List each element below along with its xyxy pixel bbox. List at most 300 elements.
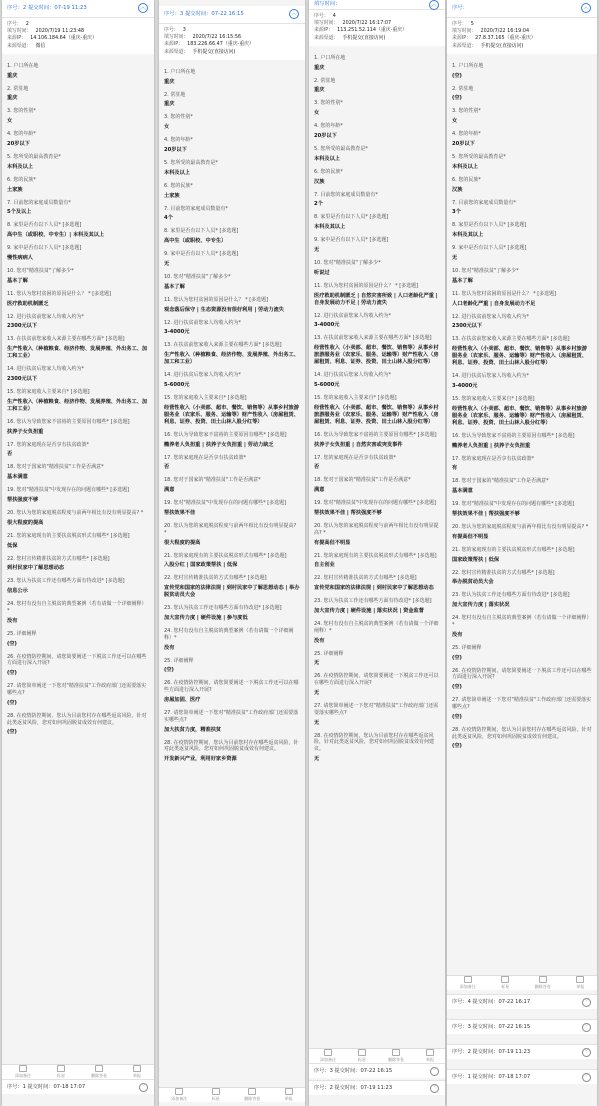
question-label: 4. 您的年龄* [7,131,36,138]
response-header[interactable] [309,0,445,10]
answer-value: 无 [314,755,320,762]
answer-value: 2个 [314,201,323,208]
question-label: 11. 您认为您村贫困的原因是什么？ * [多选题] [314,282,419,289]
action-star[interactable] [57,1065,65,1079]
question-label: 23. 您认为扶贫工作还有哪些方面有待改进* [多选题] [164,605,282,612]
question-label: 28. 在疫情防控期间，您认为目前您村存在哪些返贫风险，针对此类返贫风险，您对如何巩固脱贫成效有何建议。 [452,726,592,740]
answer-value: 宣传党和国家的法律法规 | 到村民家中了解思想动态 | 举办脱贫动员大会 [164,585,300,599]
answer-value: 观念落后保守 | 生态资源没有很好利用 | 劳动力流失 [164,306,284,313]
action-bar [2,1064,154,1079]
question-label: 6. 您的民族* [7,176,36,183]
question-label: 24. 您村有没有自主脱贫的典型案例（若有请做一个详细阐释）* [164,627,294,641]
answer-value: 扶养子女负担重 | 自然灾害或突发事件 [314,441,403,448]
answer-value: 帮扶效果不佳 | 帮扶强度不够 [314,509,382,516]
action-label: 删除答卷 [534,984,551,989]
answer-value: 重庆 [7,72,18,79]
meta-value: 手机提交(直接访问) [342,34,386,41]
question-label: 1. 户口所在地 [314,54,346,61]
question-label: 13. 在扶贫前您家收入来源主要在哪些方面* [多选题] [452,336,570,343]
answer-value: 信息公示 [7,588,28,595]
answer-value: 没有 [7,617,18,624]
answer-value: 无 [314,660,320,667]
question-label: 4. 您的年龄* [314,123,343,130]
record-row[interactable] [447,1069,597,1084]
star-icon [501,976,509,983]
action-label: 删除答卷 [91,1073,107,1078]
answer-value: (空) [452,72,462,79]
response-meta [447,18,597,54]
answer-value: 无 [314,719,320,726]
response-header-label: 填写时间： [314,1,341,7]
answer-value: 重庆 [314,87,325,94]
question-label: 17. 您的家庭现在是否享有扶贫政策* [7,441,90,448]
answer-list [2,54,154,737]
answer-value: 加大宣传力度 | 硬件设施 | 落实状况 | 资金监督 [314,607,424,614]
question-label: 13. 在扶贫前您家收入来源主要在哪些方面* [多选题] [164,342,282,349]
question-label: 5. 您所受的最高教育是* [314,146,368,152]
response-panel-5 [447,0,597,1106]
action-star[interactable] [358,1049,366,1063]
answer-value: 重庆 [164,101,175,108]
record-row[interactable] [309,1080,445,1095]
meta-value: 5 [470,21,474,27]
question-label: 27. 请您简单阐述一下您对"精准扶贫"工作政府部门还需要落实哪些点? [452,697,592,710]
action-label: 添加备注 [15,1073,31,1078]
answer-value: 国家政策帮扶 | 低保 [452,556,500,563]
chevron-down-icon[interactable]: ﹀ [583,1024,589,1030]
action-delete[interactable] [91,1065,107,1079]
action-note[interactable] [15,1065,31,1079]
answer-value: 5个及以上 [7,209,32,216]
answer-value: 本科及以上 [164,169,190,176]
answer-value: 开发新兴产业，利用好家乡资源 [164,756,237,763]
record-row[interactable] [447,994,597,1009]
question-label: 18. 您对于国家的"精准扶贫"工作是否满意* [164,477,261,484]
meta-row [7,43,149,50]
meta-key: 来源渠道： [164,48,189,55]
answer-value: 高中生（或职校、中专生） [164,238,227,245]
answer-value: 加大宣传力度 | 落实状况 [452,602,510,609]
answer-value: 经营性收入（小卖部、超市、餐饮、销售等）从事乡村旅游服务业（农家乐、服务、运输等）财产性收入（房屋租赁、利息、证券、投资、田土山林入股分红等） [314,404,439,425]
meta-key: 填写时间： [452,28,477,35]
action-star[interactable] [501,976,509,990]
answer-value: 基本了解 [452,277,473,284]
chevron-down-icon[interactable]: ﹀ [431,1085,437,1091]
answer-value: 扶养子女负担重 [7,428,44,435]
meta-value: 3 [182,27,186,33]
action-delete[interactable] [535,976,551,990]
question-label: 28. 在疫情防控期间，您认为目前您村存在哪些返贫风险，针对此类返贫风险，您对如何巩固脱贫成效有何建议。 [7,712,147,726]
question-label: 7. 目前您的家庭成员数量有* [164,205,228,212]
action-label: 举报 [133,1073,141,1078]
answer-value: 3个 [452,209,461,216]
question-label: 13. 在扶贫前您家收入来源主要在哪些方面* [多选题] [7,336,125,343]
question-label: 24. 您村有没有自主脱贫的典型案例（若有请做一个详细阐释）* [314,620,439,634]
answer-value: 生产性收入（种植粮食、经济作物、发展养殖、外出务工、加工和工业） [164,352,299,366]
action-delete[interactable] [388,1049,404,1063]
answer-value: 重庆 [7,95,18,102]
meta-key: 填写时间： [164,34,189,41]
chevron-up-icon[interactable]: ︿ [430,1,437,8]
answer-value: 帮扶强度不够 [7,496,39,503]
chevron-down-icon[interactable]: ﹀ [583,1074,589,1080]
meta-value: 2020/7/22 16:15:56 [192,34,242,41]
answer-value: 汉族 [452,186,463,193]
answer-value: 土家族 [7,186,23,193]
question-label: 20. 您认为您的家庭脱贫程度与前两年相比有没有明显提高? * [164,522,297,536]
answer-value: 女 [7,118,13,125]
action-note[interactable] [320,1049,336,1063]
question-label: 23. 您认为扶贫工作还有哪些方面有待改进* [多选题] [452,592,570,599]
question-label: 14. 进行扶贫后您家人均收入约为* [452,373,530,380]
answer-value: 20岁以下 [7,141,30,147]
question-label: 9. 家中是否有以下人员* [多选题] [164,251,239,258]
star-icon [212,1088,220,1095]
question-label: 21. 您的家庭现有的主要扶贫脱贫形式有哪些* [多选题] [7,532,130,539]
meta-row [452,43,592,50]
question-label: 22. 您村宣传精准扶贫的方式有哪些* [多选题] [314,575,417,582]
question-label: 18. 您对于国家的"精准扶贫"工作是否满意* [7,464,104,471]
answer-value: 自主创业 [314,562,335,569]
answer-value: 有 [452,465,458,472]
record-row[interactable] [447,1019,597,1034]
question-label: 13. 在扶贫前您家收入来源主要在哪些方面* [多选题] [314,335,432,342]
answer-value: 基本了解 [164,283,185,290]
response-header[interactable] [2,0,154,18]
question-label: 3. 您的性别* [314,100,343,107]
answer-value: 没有 [164,644,175,651]
answer-value: 无 [314,689,320,696]
question-label: 11. 您认为您村贫困的原因是什么？ * [多选题] [7,290,112,297]
question-label: 24. 您村有没有自主脱贫的典型案例（若有请做一个详细阐释）* [452,615,592,628]
action-label: 举报 [576,984,585,989]
answer-value: 基本满意 [7,474,28,481]
delete-icon [248,1088,256,1095]
action-report[interactable] [426,1049,434,1063]
answer-value: 赡养老人负担重 | 扶养子女负担重 | 劳动力缺乏 [164,441,274,448]
answer-value: (空) [452,713,462,720]
answer-value: 2300元以下 [7,375,38,382]
question-label: 12. 进行扶贫前您家人均收入约为* [7,313,85,320]
chevron-down-icon[interactable]: ﹀ [431,1068,437,1074]
response-header[interactable] [447,0,597,18]
question-label: 2. 常驻地 [7,85,29,92]
answer-value: (空) [452,95,462,102]
chevron-down-icon[interactable]: ﹀ [583,999,589,1005]
answer-value: 无 [314,246,320,253]
answer-value: 20岁以下 [452,141,475,147]
answer-value: (空) [7,729,17,736]
answer-value: 生产性收入（种植粮食、经济作物、发展养殖、外出务工、加工和工业） [7,346,148,360]
question-label: 17. 您的家庭现在是否享有扶贫政策* [164,454,247,461]
question-label: 12. 进行扶贫前您家人均收入约为* [452,313,530,320]
delete-icon [539,976,547,983]
question-label: 3. 您的性别* [164,114,193,121]
meta-row [452,35,592,42]
note-icon [464,976,472,983]
report-icon [133,1065,141,1072]
answer-value: 经营性收入（小卖部、超市、餐饮、销售等）从事乡村旅游服务业（农家乐、服务、运输等）财产性收入（房屋租赁、利息、证券、投资、田土山林入股分红等） [452,346,587,367]
answer-value: 女 [452,118,458,125]
answer-value: (空) [7,699,17,706]
answer-value: 没有 [314,637,325,644]
meta-row [7,35,149,42]
record-label: 序号：1 提交时间：07-18 17:07 [452,1074,531,1080]
question-label: 15. 您的家庭收入主要来自* [多选题] [164,394,247,401]
question-label: 1. 户口所在地 [452,62,484,69]
answer-value: 到村民家中了解思想动态 [7,565,65,572]
answer-value: 3-4000元 [452,382,478,389]
answer-value: 5-6000元 [164,381,190,388]
action-note[interactable] [460,976,476,990]
question-label: 26. 在疫情防控期间，请您简要阐述一下脱贫工作还可以在哪些方面进行深入开展? [164,680,299,694]
answer-value: 低保 [7,542,18,549]
meta-value: 手机提交(直接访问) [480,42,524,49]
answer-value: 加大扶贫力度，精准扶贫 [164,726,222,733]
question-label: 2. 常驻地 [314,77,336,84]
question-label: 20. 您认为您的家庭脱贫程度与前两年相比有没有明显提高? * [7,509,144,516]
chevron-up-icon[interactable]: ︿ [139,4,146,11]
action-label: 删除答卷 [388,1057,404,1062]
answer-value: 加大宣传力度 | 硬件设施 | 参与度低 [164,614,248,621]
answer-value: 本科及以上 [452,163,478,170]
action-label: 删除答卷 [244,1096,261,1101]
answer-value: (空) [164,667,174,674]
chevron-down-icon[interactable]: ﹀ [583,1049,589,1055]
answer-value: 基本满意 [452,488,473,495]
response-panel-4 [309,0,445,1106]
question-label: 20. 您认为您的家庭脱贫程度与前两年相比有没有明显提高? * [452,523,589,530]
action-label: 举报 [284,1096,293,1101]
question-label: 23. 您认为扶贫工作还有哪些方面有待改进* [多选题] [7,578,125,585]
meta-key: 填写时间： [314,20,339,27]
meta-row [164,41,300,48]
record-row[interactable] [309,1063,445,1078]
question-label: 26. 在疫情防控期间，请您简要阐述一下脱贫工作还可以在哪些方面进行深入开展? [452,667,592,681]
question-label: 22. 您村宣传精准扶贫的方式有哪些* [多选题] [164,575,267,582]
meta-value: 微信 [35,42,46,49]
action-delete[interactable] [244,1088,260,1102]
question-label: 5. 您所受的最高教育是* [452,154,506,160]
meta-key: 序号： [452,21,467,27]
question-label: 14. 进行扶贫后您家人均收入约为* [164,372,242,379]
response-header-label: 序号：3 提交时间：07-22 16:15 [164,11,244,17]
question-label: 22. 您村宣传精准扶贫的方式有哪些* [多选题] [7,555,110,562]
answer-value: 很大程度的提高 [164,539,201,546]
question-label: 8. 家里是否有以下人员* [多选题] [7,222,82,229]
meta-key: 来源IP： [314,27,334,34]
answer-value: 汉族 [314,178,325,185]
answer-value: 满意 [164,487,175,494]
question-label: 3. 您的性别* [7,108,36,115]
question-label: 25. 详细阐释 [314,650,344,657]
answer-value: 否 [164,464,170,471]
report-icon [285,1088,293,1095]
answer-value: 入股分红 | 国家政策帮扶 | 低保 [164,562,238,569]
action-report[interactable] [576,976,584,990]
question-label: 7. 目前您的家庭成员数量有* [452,199,516,206]
record-label: 序号：4 提交时间：07-22 16:17 [452,999,531,1005]
question-label: 26. 在疫情防控期间，请您简要阐述一下脱贫工作还可以在哪些方面进行深入开展? [314,673,439,687]
answer-value: 本科及其以上 [452,232,484,239]
answer-value: 听说过 [314,269,330,276]
answer-value: (空) [452,654,462,661]
answer-value: 20岁以下 [314,133,337,139]
answer-value: 否 [314,464,320,471]
report-icon [426,1049,434,1056]
answer-value: 举办脱贫动员大会 [452,579,494,586]
question-label: 11. 您认为您村贫困的原因是什么？ * [多选题] [452,290,557,297]
meta-key: 来源渠道： [7,42,32,49]
question-label: 18. 您对于国家的"精准扶贫"工作是否满意* [452,478,549,485]
question-label: 19. 您对"精准扶贫"中发现存在的问题有哪些* [多选题] [452,501,575,508]
meta-key: 来源IP： [452,35,472,42]
answer-list [309,46,445,763]
answer-value: 2300元以下 [452,323,483,330]
action-report[interactable] [285,1088,293,1102]
answer-value: 土家族 [164,192,180,199]
response-header-label: 序号：2 提交时间：07-19 11:23 [7,5,87,11]
question-label: 26. 在疫情防控期间，请您简要阐述一下脱贫工作还可以在哪些方面进行深入开展? [7,653,147,667]
answer-value: (空) [7,670,17,677]
question-label: 8. 家里是否有以下人员* [多选题] [314,214,389,221]
note-icon [324,1049,332,1056]
answer-value: 20岁以下 [164,147,187,153]
chevron-down-icon[interactable]: ﹀ [140,1084,146,1090]
question-label: 28. 在疫情防控期间，您认为目前您村存在哪些返贫风险，针对此类返贫风险，您对如何巩固脱贫成效有何建议。 [164,739,299,753]
question-label: 27. 请您简单阐述一下您对"精准扶贫"工作政府部门还需要落实哪些点? [164,709,299,723]
question-label: 14. 进行扶贫后您家人均收入约为* [7,366,85,373]
meta-row [314,27,440,34]
question-label: 16. 您认为导致您家不富裕的主要原因有哪些* [多选题] [164,431,287,438]
answer-value: (空) [452,743,462,750]
response-meta [309,10,445,46]
question-label: 10. 您对"精准扶贫"了解多少* [452,267,519,274]
answer-value: 5-6000元 [314,381,340,388]
meta-value: 2 [25,21,29,27]
answer-list [159,60,305,763]
question-label: 21. 您的家庭现有的主要扶贫脱贫形式有哪些* [多选题] [452,546,575,553]
answer-value: 生产性收入（种植粮食、经济作物、发展养殖、外出务工、加工和工业） [7,398,148,412]
question-label: 15. 您的家庭收入主要来自* [多选题] [452,395,535,402]
action-label: 添加备注 [320,1057,336,1062]
chevron-up-icon[interactable]: ︿ [582,4,589,11]
action-label: 举报 [426,1057,434,1062]
answer-value: 本科及以上 [7,163,33,170]
question-label: 12. 进行扶贫前您家人均收入约为* [314,312,392,319]
question-label: 25. 详细阐释 [452,644,482,651]
meta-value: 4 [332,13,336,19]
answer-value: 否 [7,451,13,458]
question-label: 27. 请您简单阐述一下您对"精准扶贫"工作政府部门还需要落实哪些点? [314,702,439,716]
answer-value: 无 [164,260,170,267]
question-label: 19. 您对"精准扶贫"中发现存在的问题有哪些* [多选题] [314,500,437,507]
meta-value: 113.251.52.114（重庆-重庆） [337,27,408,34]
question-label: 16. 您认为导致您家不富裕的主要原因有哪些* [多选题] [7,418,130,425]
meta-key: 序号： [164,27,179,33]
answer-value: 3-4000元 [314,322,340,329]
question-label: 19. 您对"精准扶贫"中发现存在的问题有哪些* [多选题] [164,500,287,507]
answer-value: 赡养老人负担重 | 扶养子女负担重 [452,442,531,449]
answer-value: 医疗救助机制匮乏 [7,300,49,307]
meta-key: 填写时间： [7,28,32,35]
action-label: 添加备注 [459,984,476,989]
question-label: 10. 您对"精准扶贫"了解多少* [164,273,231,280]
record-row[interactable] [447,1044,597,1059]
question-label: 2. 常驻地 [164,91,186,98]
meta-key: 来源IP： [7,35,27,42]
delete-icon [392,1049,400,1056]
answer-list [447,54,597,751]
answer-value: 本科及其以上 [314,224,346,231]
star-icon [57,1065,65,1072]
action-bar [159,1087,305,1102]
meta-value: 手机提交(直接访问) [192,48,236,55]
question-label: 21. 您的家庭现有的主要扶贫脱贫形式有哪些* [多选题] [164,552,287,559]
meta-value: 2020/7/22 16:19:04 [480,28,530,35]
answer-value: 医疗救助机制匮乏 | 自然灾害所致 | 人口老龄化严重 | 自身发展动力不足 | 劳动力流失 [314,292,438,306]
action-bar [309,1048,445,1063]
question-label: 27. 请您简单阐述一下您对"精准扶贫"工作政府部门还需要落实哪些点? [7,683,147,696]
answer-value: 人口老龄化严重 | 自身发展动力不足 [452,300,536,307]
answer-value: 本科及以上 [314,155,340,162]
meta-value: 2020/7/19 11:23:48 [35,28,85,35]
record-label: 序号：3 提交时间：07-22 16:15 [452,1024,531,1030]
action-label: 标星 [57,1073,65,1078]
question-label: 1. 户口所在地 [7,62,39,69]
action-star[interactable] [212,1088,220,1102]
question-label: 15. 您的家庭收入主要来自* [多选题] [314,394,397,401]
meta-value: 14.106.184.64（重庆-重庆） [30,35,97,42]
response-panel-2 [2,0,154,1106]
question-label: 6. 您的民族* [452,176,481,183]
record-row[interactable] [2,1079,154,1094]
question-label: 10. 您对"精准扶贫"了解多少* [314,259,381,266]
answer-value: 4个 [164,215,173,222]
note-icon [19,1065,27,1072]
meta-key: 序号： [7,21,22,27]
question-label: 17. 您的家庭现在是否享有扶贫政策* [314,454,397,461]
question-label: 7. 目前您的家庭成员数量有* [7,199,71,206]
answer-value: 有提高但不明显 [314,539,351,546]
record-label: 序号：3 提交时间：07-22 16:15 [314,1068,393,1074]
question-label: 11. 您认为您村贫困的原因是什么？ * [多选题] [164,296,269,303]
chevron-up-icon[interactable]: ︿ [290,10,297,17]
record-label: 序号：1 提交时间：07-18 17:07 [7,1084,86,1090]
answer-value: 基本了解 [7,277,28,284]
action-note[interactable] [171,1088,187,1102]
answer-value: 3-4000元 [164,329,190,336]
question-label: 16. 您认为导致您家不富裕的主要原因有哪些* [多选题] [314,431,437,438]
action-label: 标星 [501,984,510,989]
answer-value: 女 [164,124,170,131]
answer-value: 没有 [452,631,463,638]
question-label: 6. 您的民族* [164,182,193,189]
meta-key: 来源渠道： [314,34,339,41]
answer-value: 高中生（或职校、中专生）| 本科及其以上 [7,232,105,239]
response-header[interactable] [159,6,305,24]
action-bar [447,975,597,990]
answer-value: (空) [452,684,462,691]
action-label: 标星 [358,1057,366,1062]
answer-value: 重庆 [164,78,175,85]
response-meta [2,18,154,54]
action-label: 标星 [211,1096,220,1101]
question-label: 4. 您的年龄* [164,137,193,144]
answer-value: 有提高但不明显 [452,533,489,540]
question-label: 2. 常驻地 [452,85,474,92]
action-report[interactable] [133,1065,141,1079]
